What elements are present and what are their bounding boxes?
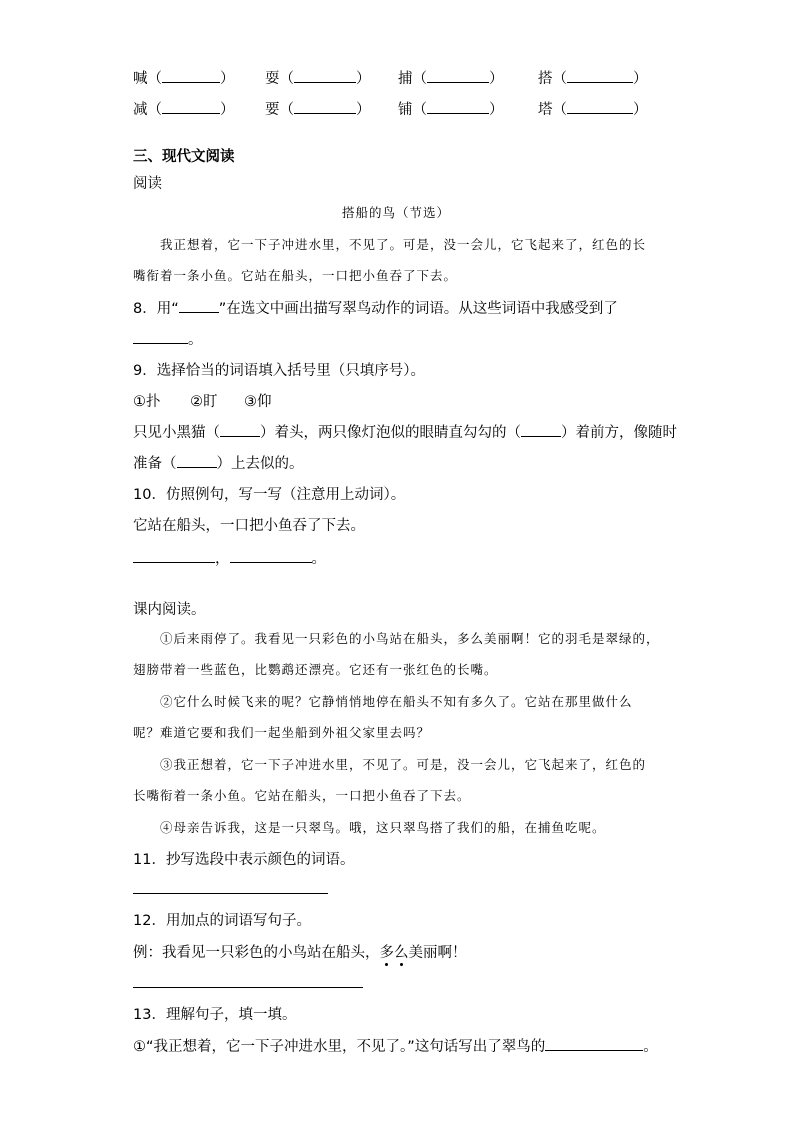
- question-9-prompt: 9．选择恰当的词语填入括号里（只填序号）。: [133, 363, 425, 379]
- answer-blank[interactable]: [162, 68, 220, 83]
- question-11-prompt: 11．抄写选段中表示颜色的词语。: [133, 852, 355, 868]
- paragraph-line: 翅膀带着一些蓝色，比鹦鹉还漂亮。它还有一张红色的长嘴。: [133, 662, 498, 677]
- passage-title: 搭船的鸟（节选）: [342, 205, 451, 220]
- answer-blank[interactable]: [567, 68, 633, 83]
- answer-blank[interactable]: [521, 422, 561, 437]
- char-item: 捕（ ）: [398, 67, 504, 88]
- question-10-prompt: 10．仿照例句，写一写（注意用上动词）。: [133, 487, 406, 503]
- question-10-example: 它站在船头，一口把小鱼吞了下去。: [133, 518, 365, 534]
- answer-blank[interactable]: [567, 99, 633, 114]
- passage-line: 嘴衔着一条小鱼。它站在船头，一口把小鱼吞了下去。: [133, 268, 458, 283]
- answer-blank[interactable]: [177, 453, 217, 468]
- answer-blank[interactable]: [133, 548, 215, 563]
- question-12-example: 例：我看见一只彩色的小鸟站在船头，多 么 美丽啊！: [133, 941, 467, 962]
- char-item: 塔（ ）: [538, 98, 648, 119]
- answer-line[interactable]: [133, 893, 328, 894]
- question-13-item-1: ①“我正想着，它一下子冲进水里，不见了。”这句话写出了翠鸟的 。: [133, 1035, 658, 1056]
- option-3: ③仰: [244, 394, 272, 410]
- question-9-sentence-2: 准备（ ）上去似的。: [133, 452, 304, 473]
- char-item: 要（ ）: [265, 98, 371, 119]
- answer-blank[interactable]: [427, 68, 489, 83]
- question-12-prompt: 12．用加点的词语写句子。: [133, 913, 311, 929]
- paragraph-line: ①后来雨停了。我看见一只彩色的小鸟站在船头，多么美丽啊！它的羽毛是翠绿的，: [160, 631, 660, 646]
- answer-blank[interactable]: [294, 68, 356, 83]
- emphasis-dot-char: 多: [380, 945, 395, 961]
- option-2: ②盯: [190, 394, 218, 410]
- section-heading: 三、现代文阅读: [133, 149, 235, 165]
- reading-heading: 课内阅读。: [133, 602, 206, 618]
- paragraph-line: ④母亲告诉我，这是一只翠鸟。哦，这只翠鸟搭了我们的船，在捕鱼吃呢。: [160, 820, 606, 835]
- paragraph-line: ②它什么时候飞来的呢？它静悄悄地停在船头不知有多久了。它站在那里做什么: [160, 694, 633, 709]
- question-9-sentence-1: 只见小黑猫（ ）着头，两只像灯泡似的眼睛直勾勾的（ ）着前方，像随时: [133, 421, 677, 442]
- emphasis-dot: [385, 963, 388, 966]
- question-8: 8．用“ ”在选文中画出描写翠鸟动作的词语。从这些词语中我感受到了: [133, 297, 618, 318]
- answer-blank[interactable]: [162, 99, 220, 114]
- answer-blank[interactable]: [133, 329, 188, 344]
- emphasis-dot-char: 么: [394, 945, 409, 961]
- paragraph-line: 长嘴衔着一条小鱼。它站在船头，一口把小鱼吞了下去。: [133, 788, 471, 803]
- emphasis-dot: [400, 963, 403, 966]
- underline-sample: [179, 298, 219, 313]
- answer-blank[interactable]: [545, 1036, 643, 1051]
- paragraph-line: ③我正想着，它一下子冲进水里，不见了。可是，没一会儿，它飞起来了，红色的: [160, 757, 647, 772]
- question-10-answer: ， 。: [133, 547, 326, 568]
- answer-blank[interactable]: [220, 422, 260, 437]
- section-subheading: 阅读: [133, 176, 162, 192]
- question-8-answer: 。: [133, 328, 203, 349]
- answer-line[interactable]: [133, 987, 363, 988]
- paragraph-line: 呢？难道它要和我们一起坐船到外祖父家里去吗？: [133, 725, 431, 740]
- option-1: ①扑: [133, 394, 161, 410]
- question-13-prompt: 13．理解句子，填一填。: [133, 1007, 297, 1023]
- char-item: 铺（ ）: [398, 98, 504, 119]
- char-item: 搭（ ）: [538, 67, 648, 88]
- passage-line: 我正想着，它一下子冲进水里，不见了。可是，没一会儿，它飞起来了，红色的长: [160, 237, 647, 252]
- char-item: 减（ ）: [133, 98, 235, 119]
- answer-blank[interactable]: [427, 99, 489, 114]
- answer-blank[interactable]: [230, 548, 312, 563]
- char-item: 耍（ ）: [265, 67, 371, 88]
- char-item: 喊（ ）: [133, 67, 235, 88]
- answer-blank[interactable]: [294, 99, 356, 114]
